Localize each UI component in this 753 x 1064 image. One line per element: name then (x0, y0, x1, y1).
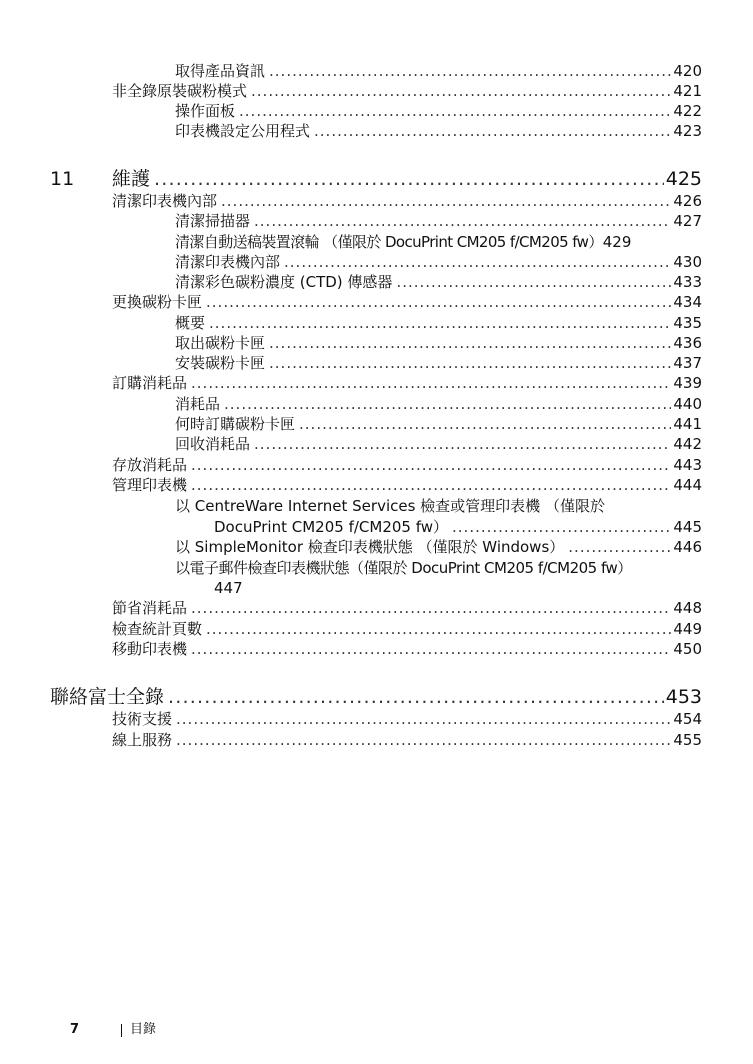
dot-leader (221, 192, 671, 210)
dot-leader (314, 122, 671, 140)
toc-entry[interactable] (175, 334, 702, 352)
dot-leader (154, 168, 664, 190)
toc-entry[interactable] (175, 273, 702, 291)
toc-entry-page: 455 (673, 731, 702, 749)
dot-leader (269, 334, 671, 352)
dot-leader (254, 435, 671, 453)
toc-entry-page: 440 (673, 395, 702, 413)
toc-entry-title: 清潔彩色碳粉濃度 (CTD) 傳感器 (175, 273, 393, 291)
toc-entry-title: 存放消耗品 (112, 456, 188, 474)
toc-entry-title: 更換碳粉卡匣 (112, 293, 203, 311)
toc-chapter-entry[interactable] (50, 686, 702, 708)
toc-entry[interactable] (175, 122, 702, 140)
toc-entry-first-line[interactable]: 以 CentreWare Internet Services 檢查或管理印表機 （僅限於 (175, 497, 605, 515)
toc-entry-page: 426 (673, 192, 702, 210)
toc-entry[interactable] (175, 395, 702, 413)
dot-leader (191, 476, 671, 494)
toc-entry-title-continued: DocuPrint CM205 f/CM205 fw） (214, 518, 449, 536)
toc-entry-title: 非全錄原裝碳粉模式 (112, 82, 248, 100)
toc-entry-title: 訂購消耗品 (112, 374, 188, 392)
dot-leader (176, 731, 671, 749)
footer-divider (121, 1024, 122, 1037)
dot-leader (239, 102, 671, 120)
toc-entry-page: 445 (673, 518, 702, 536)
toc-entry[interactable] (112, 476, 702, 494)
dot-leader (568, 538, 671, 556)
dot-leader (176, 710, 671, 728)
dot-leader (206, 620, 671, 638)
toc-entry[interactable] (175, 538, 702, 556)
toc-entry[interactable] (112, 456, 702, 474)
toc-entry-page: 435 (673, 314, 702, 332)
toc-entry-page: 439 (673, 374, 702, 392)
toc-entry-page: 434 (673, 293, 702, 311)
toc-entry-title: 以 SimpleMonitor 檢查印表機狀態 （僅限於 Windows） (175, 538, 565, 556)
toc-entry[interactable] (112, 374, 702, 392)
toc-entry-page: 436 (673, 334, 702, 352)
toc-entry-title: 節省消耗品 (112, 599, 188, 617)
dot-leader (224, 395, 671, 413)
toc-entry-title: 取出碳粉卡匣 (175, 334, 266, 352)
dot-leader (269, 354, 671, 372)
toc-entry[interactable] (112, 599, 702, 617)
toc-entry-title: 清潔掃描器 (175, 212, 251, 230)
dot-leader (209, 314, 671, 332)
toc-entry-page: 437 (673, 354, 702, 372)
toc-entry-page: 429 (602, 233, 632, 251)
toc-entry-title: 取得產品資訊 (175, 62, 266, 80)
toc-entry[interactable] (112, 82, 702, 100)
toc-entry[interactable] (175, 62, 702, 80)
footer-section-label: 目錄 (130, 1022, 157, 1037)
toc-entry-page: 446 (673, 538, 702, 556)
toc-entry-page: 422 (673, 102, 702, 120)
toc-entry-page: 441 (673, 415, 702, 433)
toc-entry-title: 操作面板 (175, 102, 236, 120)
toc-entry[interactable] (112, 192, 702, 210)
dot-leader (191, 374, 671, 392)
toc-entry-title: 維護 (112, 168, 151, 190)
dot-leader (396, 273, 671, 291)
toc-entry-page: 453 (665, 686, 702, 708)
toc-chapter-entry[interactable] (112, 168, 702, 190)
toc-entry-page: 425 (665, 168, 702, 190)
dot-leader (299, 415, 671, 433)
dot-leader (251, 82, 671, 100)
toc-entry-page: 448 (673, 599, 702, 617)
toc-entry-page: 421 (673, 82, 702, 100)
dot-leader (269, 62, 671, 80)
toc-entry-title: 清潔印表機內部 (112, 192, 218, 210)
toc-entry[interactable] (175, 102, 702, 120)
chapter-number: 11 (50, 168, 75, 190)
dot-leader (206, 293, 671, 311)
toc-entry[interactable] (175, 354, 702, 372)
toc-entry[interactable] (175, 233, 702, 251)
toc-entry[interactable] (112, 710, 702, 728)
toc-entry[interactable] (175, 212, 702, 230)
toc-entry-page: 454 (673, 710, 702, 728)
toc-entry-title: 消耗品 (175, 395, 221, 413)
toc-entry-title: 何時訂購碳粉卡匣 (175, 415, 296, 433)
dot-leader (191, 456, 671, 474)
toc-entry[interactable] (112, 293, 702, 311)
toc-entry[interactable] (175, 253, 702, 271)
toc-entry-title: 技術支援 (112, 710, 173, 728)
toc-entry-title: 清潔自動送稿裝置滾輪 （僅限於 DocuPrint CM205 f/CM205 fw） (175, 233, 603, 251)
toc-entry[interactable] (112, 731, 702, 749)
toc-entry[interactable] (112, 640, 702, 658)
toc-entry[interactable] (112, 620, 702, 638)
toc-entry-title: 清潔印表機內部 (175, 253, 281, 271)
dot-leader (191, 599, 671, 617)
toc-entry[interactable] (175, 314, 702, 332)
toc-entry[interactable] (175, 415, 702, 433)
toc-entry[interactable] (214, 518, 702, 536)
toc-entry-page: 443 (673, 456, 702, 474)
toc-entry-title: 移動印表機 (112, 640, 188, 658)
dot-leader (191, 640, 671, 658)
toc-entry-title: 安裝碳粉卡匣 (175, 354, 266, 372)
toc-entry-page: 450 (673, 640, 702, 658)
toc-entry-title: 回收消耗品 (175, 435, 251, 453)
toc-entry-title: 管理印表機 (112, 476, 188, 494)
toc-entry-page: 427 (673, 212, 702, 230)
toc-entry-title: 概要 (175, 314, 206, 332)
toc-entry-title: 印表機設定公用程式 (175, 122, 311, 140)
toc-entry-page: 433 (673, 273, 702, 291)
toc-entry-page: 423 (673, 122, 702, 140)
toc-entry-page: 449 (673, 620, 702, 638)
toc-entry[interactable] (175, 435, 702, 453)
dot-leader (284, 253, 671, 271)
footer-page-number: 7 (70, 1022, 80, 1037)
toc-entry-title[interactable]: 以電子郵件檢查印表機狀態（僅限於 DocuPrint CM205 f/CM205 fw） (175, 559, 632, 577)
dot-leader (254, 212, 671, 230)
dot-leader (168, 686, 664, 708)
toc-entry-page: 444 (673, 476, 702, 494)
toc-entry-page: 430 (673, 253, 702, 271)
toc-entry-title: 線上服務 (112, 731, 173, 749)
toc-entry-page: 442 (673, 435, 702, 453)
toc-entry-title: 檢查統計頁數 (112, 620, 203, 638)
dot-leader (452, 518, 671, 536)
toc-entry-page: 447 (214, 579, 243, 597)
toc-entry-page: 420 (673, 62, 702, 80)
toc-entry-title: 聯絡富士全錄 (50, 686, 165, 708)
